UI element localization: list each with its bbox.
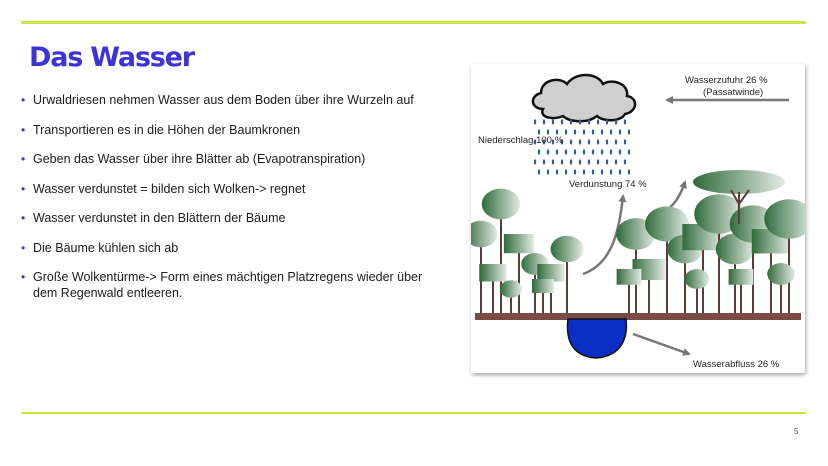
bullet-list — [21, 93, 441, 315]
cloud-icon — [533, 75, 635, 121]
bottom-divider — [21, 412, 806, 414]
evaporation-label: Verdunstung 74 % — [569, 179, 647, 190]
inflow-label: Wasserzufuhr 26 % — [685, 75, 768, 86]
ground — [475, 313, 801, 320]
water-pool — [568, 319, 627, 358]
page-number: 5 — [794, 427, 799, 436]
runoff-label: Wasserabfluss 26 % — [693, 359, 780, 370]
rainforest-trees — [471, 170, 805, 313]
bullet-item: • Große Wolkentürme-> Form eines mächtigen Platzregens wieder über dem Regenwald entleeren. — [21, 270, 441, 301]
bullet-item: • Geben das Wasser über ihre Blätter ab (Evapotranspiration) — [21, 152, 441, 168]
slide-title: Das Wasser — [29, 42, 194, 73]
bullet-item: • Urwaldriesen nehmen Wasser aus dem Boden über ihre Wurzeln auf — [21, 93, 441, 109]
precipitation-label: Niederschlag 100 % — [478, 135, 564, 146]
water-cycle-figure — [471, 64, 805, 373]
inflow-sublabel: (Passatwinde) — [703, 87, 764, 98]
runoff-arrow — [633, 334, 689, 354]
rain-drops — [534, 119, 630, 174]
bullet-item: • Wasser verdunstet in den Blättern der Bäume — [21, 211, 441, 227]
bullet-item: • Transportieren es in die Höhen der Baumkronen — [21, 123, 441, 139]
bullet-item: • Wasser verdunstet = bilden sich Wolken-> regnet — [21, 182, 441, 198]
bullet-item: • Die Bäume kühlen sich ab — [21, 241, 441, 257]
top-divider — [21, 21, 806, 24]
